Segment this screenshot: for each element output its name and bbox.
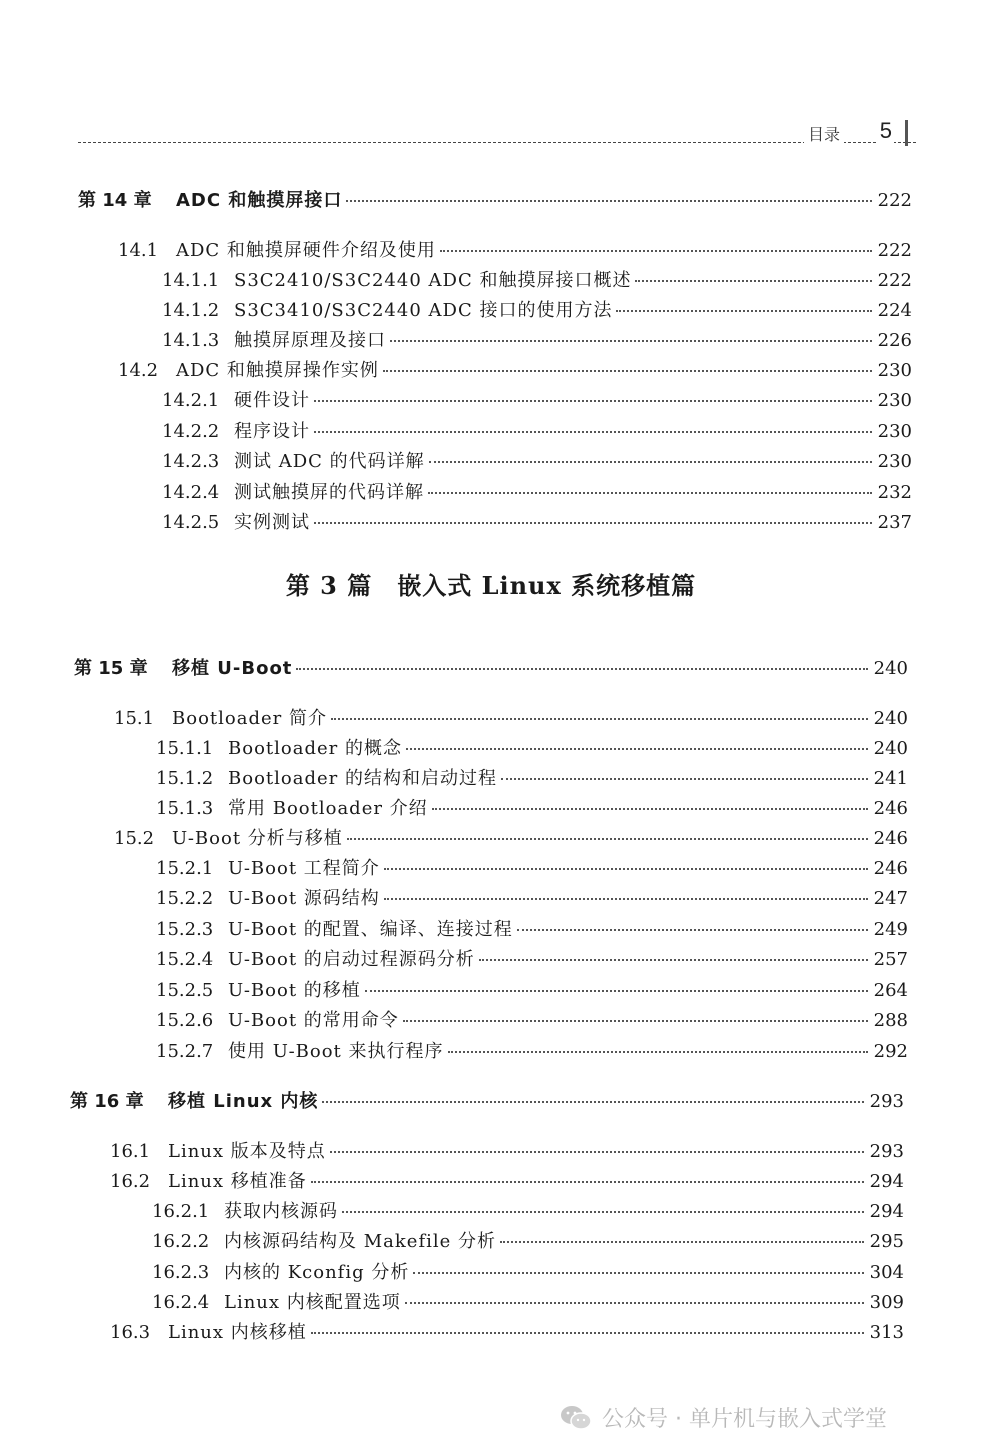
subsection-number: 16.2.2 bbox=[152, 1231, 210, 1252]
subsection-title: 使用 U-Boot 来执行程序 bbox=[228, 1041, 444, 1062]
dot-leader bbox=[365, 990, 868, 992]
chapter-number: 第 15 章 bbox=[74, 658, 148, 679]
dot-leader bbox=[448, 1051, 868, 1053]
section-title: Linux 内核移植 bbox=[168, 1322, 307, 1343]
subsection-title: 实例测试 bbox=[234, 512, 310, 533]
section-title: Bootloader 简介 bbox=[172, 708, 327, 729]
toc-subsection-15-2-1[interactable] bbox=[156, 854, 908, 880]
toc-subsection-15-2-7[interactable] bbox=[156, 1037, 908, 1063]
toc-section-15-2[interactable] bbox=[114, 824, 908, 850]
subsection-number: 14.2.3 bbox=[162, 451, 220, 472]
dot-leader bbox=[346, 200, 871, 202]
subsection-title: 测试 ADC 的代码详解 bbox=[234, 451, 425, 472]
subsection-number: 15.2.4 bbox=[156, 949, 214, 970]
page-number: 224 bbox=[877, 300, 912, 321]
subsection-title: U-Boot 源码结构 bbox=[228, 888, 380, 909]
page-number: 309 bbox=[869, 1292, 904, 1313]
toc-subsection-14-1-1[interactable] bbox=[162, 266, 912, 292]
page-number: 293 bbox=[869, 1091, 904, 1112]
toc-subsection-14-1-2[interactable] bbox=[162, 296, 912, 322]
toc-subsection-15-1-3[interactable] bbox=[156, 794, 908, 820]
subsection-number: 14.1.1 bbox=[162, 270, 220, 291]
page-number: 288 bbox=[873, 1010, 908, 1031]
part-title: 第 3 篇 嵌入式 Linux 系统移植篇 bbox=[285, 571, 697, 600]
chapter-number: 第 14 章 bbox=[78, 190, 152, 211]
header-page-number: 5 bbox=[879, 118, 892, 143]
dot-leader bbox=[635, 280, 871, 282]
subsection-title: S3C3410/S3C2440 ADC 接口的使用方法 bbox=[234, 300, 613, 321]
subsection-number: 15.2.3 bbox=[156, 919, 214, 940]
page-number: 292 bbox=[873, 1041, 908, 1062]
dot-leader bbox=[384, 898, 868, 900]
section-number: 15.1 bbox=[114, 708, 155, 729]
wechat-icon bbox=[560, 1405, 592, 1431]
subsection-title: 程序设计 bbox=[234, 421, 310, 442]
page-number: 295 bbox=[869, 1231, 904, 1252]
page-number: 246 bbox=[873, 798, 908, 819]
toc-subsection-15-2-3[interactable] bbox=[156, 915, 908, 941]
section-number: 16.3 bbox=[110, 1322, 151, 1343]
chapter-title: 移植 U-Boot bbox=[172, 658, 293, 679]
toc-subsection-14-2-2[interactable] bbox=[162, 417, 912, 443]
toc-subsection-14-2-5[interactable] bbox=[162, 508, 912, 534]
dot-leader bbox=[314, 431, 872, 433]
dot-leader bbox=[428, 492, 872, 494]
subsection-number: 16.2.3 bbox=[152, 1262, 210, 1283]
subsection-title: U-Boot 的常用命令 bbox=[228, 1010, 399, 1031]
dot-leader bbox=[314, 522, 872, 524]
dot-leader bbox=[311, 1181, 864, 1183]
dot-leader bbox=[330, 1151, 864, 1153]
page-number: 294 bbox=[869, 1171, 904, 1192]
subsection-title: Bootloader 的结构和启动过程 bbox=[228, 768, 497, 789]
section-number: 14.1 bbox=[118, 240, 159, 261]
page-number: 230 bbox=[877, 360, 912, 381]
section-number: 14.2 bbox=[118, 360, 159, 381]
toc-subsection-16-2-4[interactable] bbox=[152, 1288, 904, 1314]
subsection-title: 常用 Bootloader 介绍 bbox=[228, 798, 428, 819]
page-number: 230 bbox=[877, 390, 912, 411]
section-number: 16.2 bbox=[110, 1171, 151, 1192]
dot-leader bbox=[429, 461, 872, 463]
subsection-title: 内核的 Kconfig 分析 bbox=[224, 1262, 410, 1283]
page-number: 240 bbox=[873, 708, 908, 729]
dot-leader bbox=[314, 400, 872, 402]
toc-subsection-15-2-6[interactable] bbox=[156, 1006, 908, 1032]
dot-leader bbox=[479, 959, 868, 961]
subsection-number: 15.2.2 bbox=[156, 888, 214, 909]
page-number: 232 bbox=[877, 482, 912, 503]
toc-subsection-14-2-3[interactable] bbox=[162, 447, 912, 473]
subsection-number: 15.2.5 bbox=[156, 980, 214, 1001]
dot-leader bbox=[501, 778, 868, 780]
subsection-title: U-Boot 工程简介 bbox=[228, 858, 380, 879]
dot-leader bbox=[384, 868, 868, 870]
dot-leader bbox=[440, 250, 872, 252]
section-title: Linux 移植准备 bbox=[168, 1171, 307, 1192]
page-number: 222 bbox=[877, 270, 912, 291]
dot-leader bbox=[432, 808, 868, 810]
dot-leader bbox=[342, 1211, 864, 1213]
section-title: U-Boot 分析与移植 bbox=[172, 828, 343, 849]
header-rule bbox=[78, 142, 916, 143]
toc-section-14-1[interactable] bbox=[118, 236, 912, 262]
page-number: 247 bbox=[873, 888, 908, 909]
dot-leader bbox=[322, 1101, 863, 1103]
subsection-title: 测试触摸屏的代码详解 bbox=[234, 482, 424, 503]
subsection-number: 16.2.1 bbox=[152, 1201, 210, 1222]
chapter-number: 第 16 章 bbox=[70, 1091, 144, 1112]
dot-leader bbox=[403, 1020, 868, 1022]
page-number: 230 bbox=[877, 421, 912, 442]
subsection-number: 14.1.3 bbox=[162, 330, 220, 351]
toc-chapter-14[interactable] bbox=[78, 186, 912, 212]
section-number: 15.2 bbox=[114, 828, 155, 849]
dot-leader bbox=[390, 340, 872, 342]
toc-subsection-15-2-5[interactable] bbox=[156, 976, 908, 1002]
subsection-title: Bootloader 的概念 bbox=[228, 738, 402, 759]
dot-leader bbox=[413, 1272, 863, 1274]
page-number: 226 bbox=[877, 330, 912, 351]
subsection-number: 15.1.2 bbox=[156, 768, 214, 789]
subsection-number: 15.1.3 bbox=[156, 798, 214, 819]
page-header bbox=[78, 118, 916, 150]
page-number: 240 bbox=[873, 658, 908, 679]
toc-section-16-3[interactable] bbox=[110, 1318, 904, 1344]
toc-subsection-16-2-3[interactable] bbox=[152, 1258, 904, 1284]
dot-leader bbox=[383, 370, 872, 372]
subsection-title: U-Boot 的配置、编译、连接过程 bbox=[228, 919, 513, 940]
toc-subsection-14-1-3[interactable] bbox=[162, 326, 912, 352]
toc-subsection-16-2-2[interactable] bbox=[152, 1227, 904, 1253]
section-number: 16.1 bbox=[110, 1141, 151, 1162]
section-title: ADC 和触摸屏硬件介绍及使用 bbox=[176, 240, 436, 261]
dot-leader bbox=[331, 718, 868, 720]
subsection-number: 15.2.6 bbox=[156, 1010, 214, 1031]
subsection-number: 15.2.7 bbox=[156, 1041, 214, 1062]
toc-section-14-2[interactable] bbox=[118, 356, 912, 382]
subsection-title: Linux 内核配置选项 bbox=[224, 1292, 401, 1313]
toc-section-15-1[interactable] bbox=[114, 704, 908, 730]
page-number: 294 bbox=[869, 1201, 904, 1222]
page-number: 241 bbox=[873, 768, 908, 789]
dot-leader bbox=[616, 310, 871, 312]
toc-subsection-16-2-1[interactable] bbox=[152, 1197, 904, 1223]
dot-leader bbox=[406, 748, 868, 750]
subsection-number: 14.2.5 bbox=[162, 512, 220, 533]
dot-leader bbox=[500, 1241, 864, 1243]
dot-leader bbox=[517, 929, 868, 931]
toc-subsection-14-2-4[interactable] bbox=[162, 478, 912, 504]
section-title: Linux 版本及特点 bbox=[168, 1141, 326, 1162]
toc-chapter-16[interactable] bbox=[70, 1087, 904, 1113]
subsection-number: 14.2.1 bbox=[162, 390, 220, 411]
toc-chapter-15[interactable] bbox=[74, 654, 908, 680]
subsection-number: 15.1.1 bbox=[156, 738, 214, 759]
page-number: 246 bbox=[873, 858, 908, 879]
page-number: 230 bbox=[877, 451, 912, 472]
toc-subsection-15-2-2[interactable] bbox=[156, 884, 908, 910]
page-number: 222 bbox=[877, 190, 912, 211]
toc-subsection-15-1-2[interactable] bbox=[156, 764, 908, 790]
subsection-number: 14.2.4 bbox=[162, 482, 220, 503]
subsection-number: 14.2.2 bbox=[162, 421, 220, 442]
section-title: ADC 和触摸屏操作实例 bbox=[176, 360, 379, 381]
subsection-title: U-Boot 的启动过程源码分析 bbox=[228, 949, 475, 970]
dot-leader bbox=[347, 838, 868, 840]
page-number: 222 bbox=[877, 240, 912, 261]
toc-subsection-14-2-1[interactable] bbox=[162, 386, 912, 412]
page-number: 249 bbox=[873, 919, 908, 940]
header-label: 目录 bbox=[804, 122, 844, 145]
subsection-title: 触摸屏原理及接口 bbox=[234, 330, 386, 351]
chapter-title: 移植 Linux 内核 bbox=[168, 1091, 319, 1112]
subsection-title: 硬件设计 bbox=[234, 390, 310, 411]
subsection-title: S3C2410/S3C2440 ADC 和触摸屏接口概述 bbox=[234, 270, 632, 291]
dot-leader bbox=[311, 1332, 864, 1334]
dot-leader bbox=[405, 1302, 864, 1304]
page-number: 264 bbox=[873, 980, 908, 1001]
subsection-title: U-Boot 的移植 bbox=[228, 980, 361, 1001]
toc-section-16-2[interactable] bbox=[110, 1167, 904, 1193]
page-number: 246 bbox=[873, 828, 908, 849]
page-number: 293 bbox=[869, 1141, 904, 1162]
page-number: 257 bbox=[873, 949, 908, 970]
page-number: 237 bbox=[877, 512, 912, 533]
toc-subsection-15-2-4[interactable] bbox=[156, 945, 908, 971]
page-number: 304 bbox=[869, 1262, 904, 1283]
subsection-title: 获取内核源码 bbox=[224, 1201, 338, 1222]
watermark bbox=[560, 1402, 887, 1433]
watermark-text: 公众号 · 单片机与嵌入式学堂 bbox=[602, 1407, 887, 1432]
header-bar bbox=[905, 120, 908, 146]
chapter-title: ADC 和触摸屏接口 bbox=[176, 190, 343, 211]
subsection-number: 16.2.4 bbox=[152, 1292, 210, 1313]
page-number: 240 bbox=[873, 738, 908, 759]
page-number: 313 bbox=[869, 1322, 904, 1343]
subsection-number: 14.1.2 bbox=[162, 300, 220, 321]
dot-leader bbox=[296, 668, 867, 670]
toc-subsection-15-1-1[interactable] bbox=[156, 734, 908, 760]
subsection-title: 内核源码结构及 Makefile 分析 bbox=[224, 1231, 496, 1252]
subsection-number: 15.2.1 bbox=[156, 858, 214, 879]
toc-section-16-1[interactable] bbox=[110, 1137, 904, 1163]
